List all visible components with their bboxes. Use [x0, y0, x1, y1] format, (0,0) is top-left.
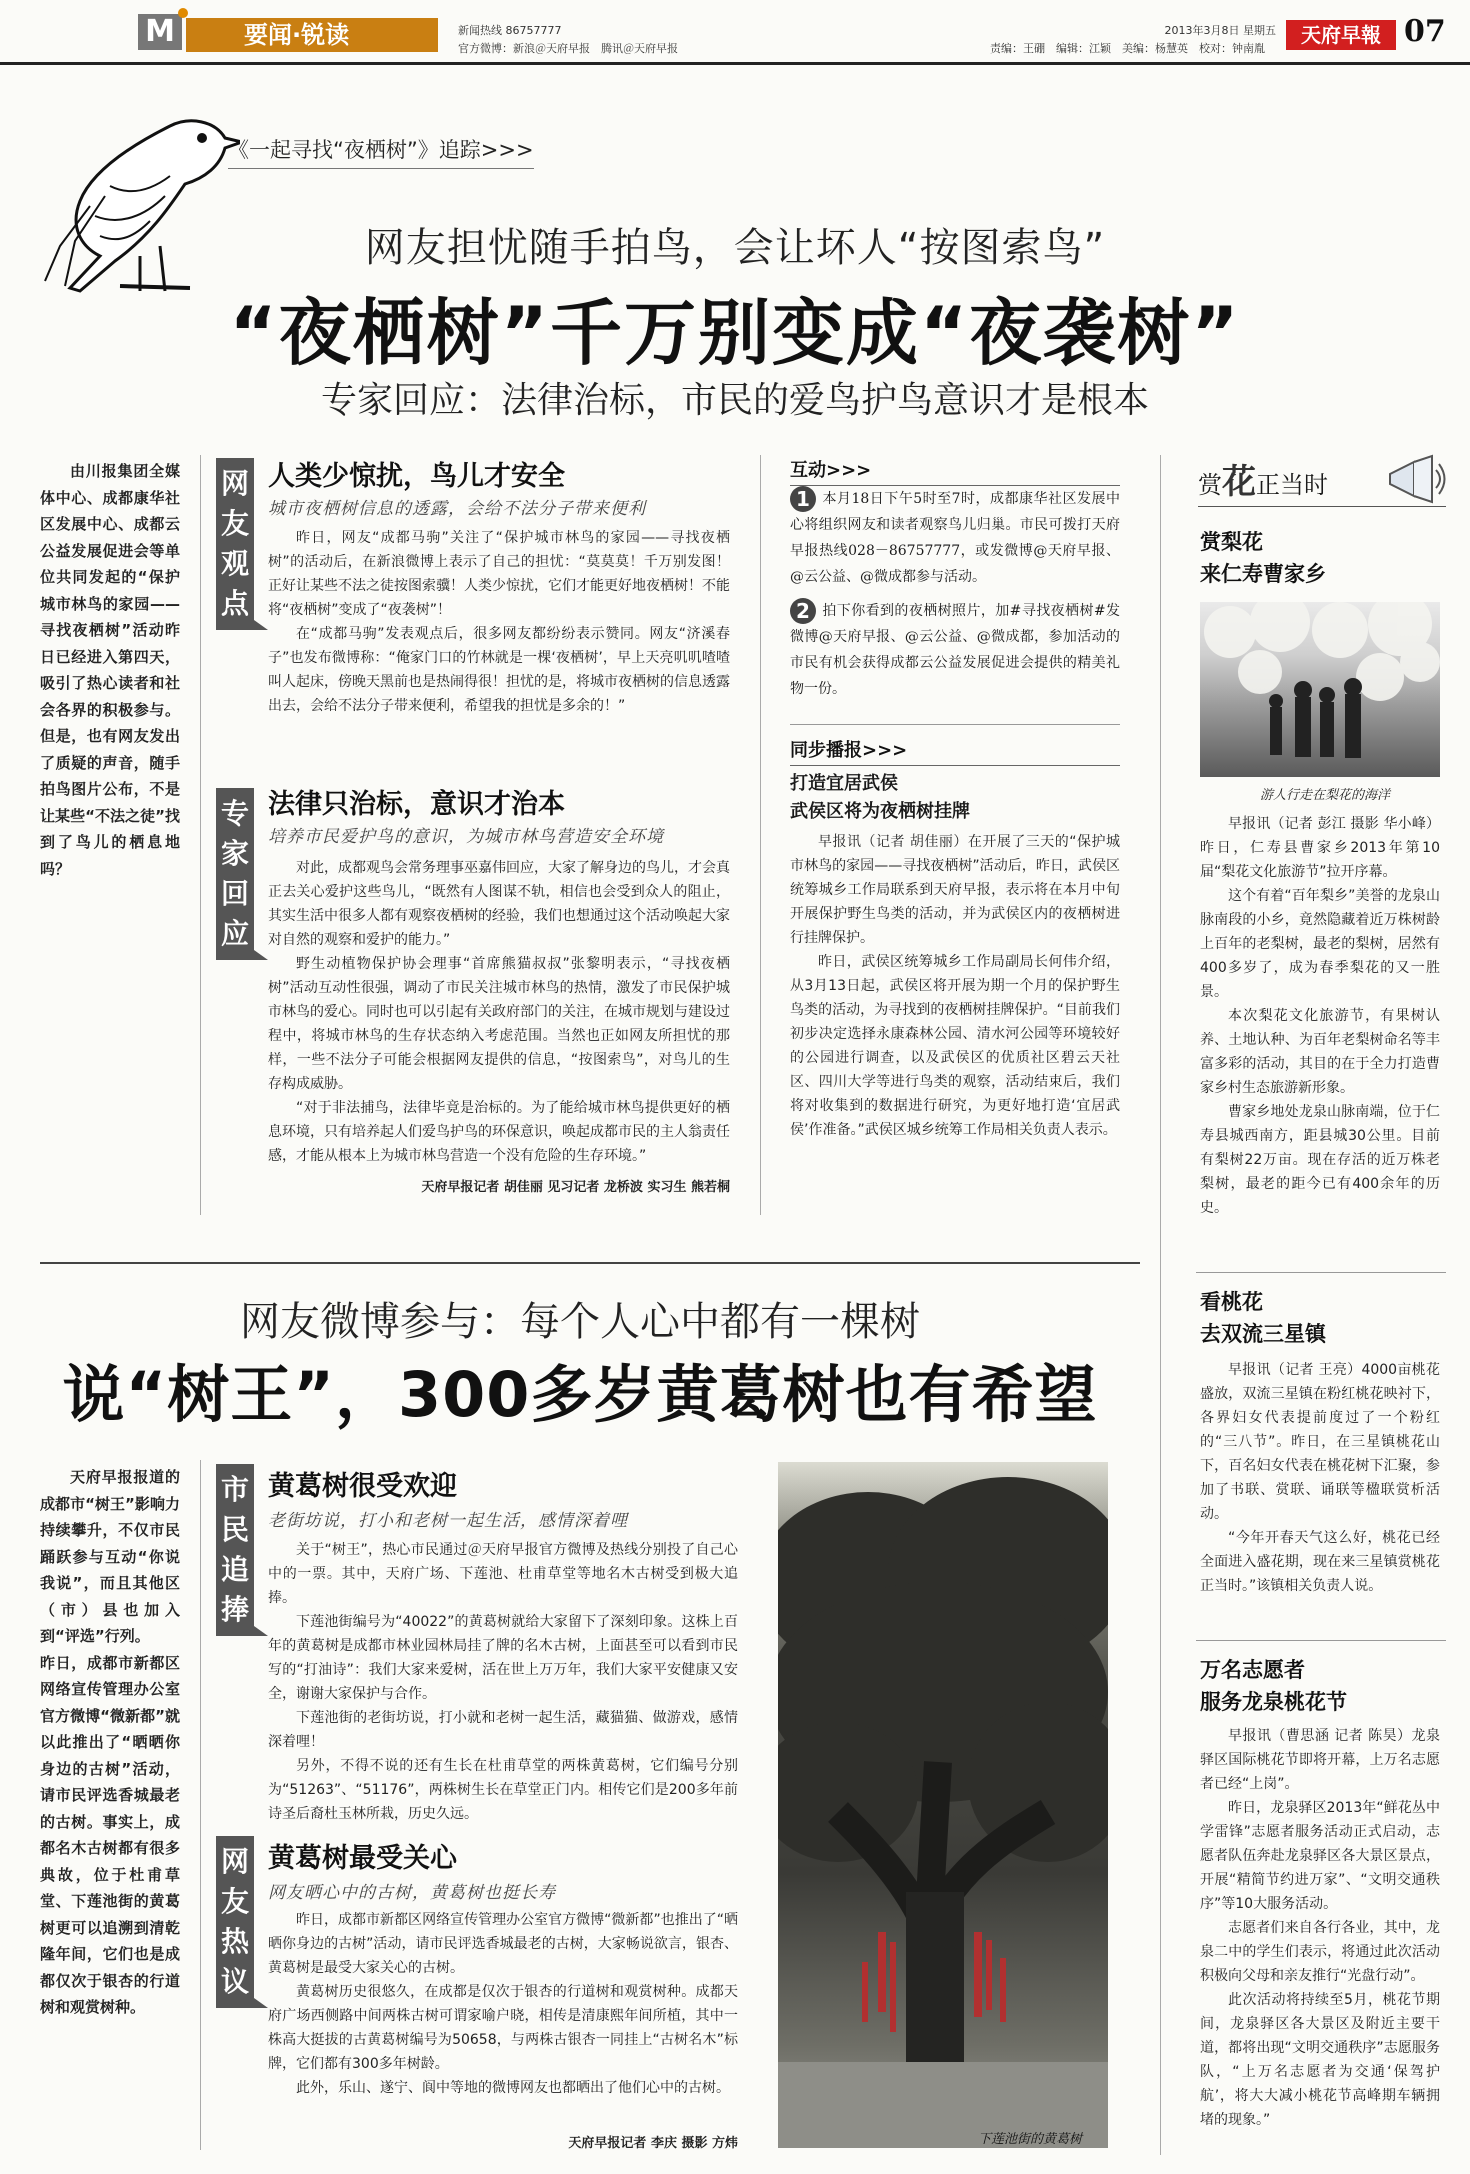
paragraph: 黄葛树历史很悠久，在成都是仅次于银杏的行道树和观赏树种。成都天府广场西侧路中间两株古树可谓家喻户晓，相传是清康熙年间所植，其中一株高大挺拔的古黄葛树编号为50658，与两株古银杏一同挂上“古树名木”标牌，它们都有300多年树龄。 [268, 1984, 738, 2072]
interact-item [790, 486, 1120, 590]
interact-list [790, 486, 1120, 702]
paragraph: 早报讯（记者 王亮）4000亩桃花盛放，双流三星镇在粉红桃花映衬下，各界妇女代表提前度过了一个粉红的“三八节”。昨日，在三星镇桃花山下，百名妇女代表在桃花树下汇聚，参加了书联、赏联、诵联等楹联赏析活动。 [1200, 1362, 1440, 1522]
top-headline: “夜栖树”千万别变成“夜袭树” [229, 291, 1241, 375]
side-banner [1198, 454, 1446, 507]
paragraph: 志愿者们来自各行各业，其中，龙泉二中的学生们表示，将通过此次活动积极向父母和亲友推行“光盘行动”。 [1200, 1920, 1440, 1984]
bottom-kicker: 网友微博参与：每个人心中都有一棵树 [240, 1299, 920, 1345]
tag-netizen-debate [216, 1836, 254, 2008]
tag-char: 回 [220, 877, 249, 910]
paragraph: 早报讯（曹思涵 记者 陈昊）龙泉驿区国际桃花节即将开幕，上万名志愿者已经“上岗”。 [1200, 1728, 1440, 1792]
tree-photo-art [778, 1462, 1108, 2148]
pear-blossom-photo [1200, 602, 1440, 777]
interact-heading: 互动>>> [790, 456, 1120, 486]
megaphone-icon [1384, 454, 1446, 504]
bottom-headline: 说“树王”，300多岁黄葛树也有希望 [62, 1358, 1098, 1431]
tag-char: 民 [220, 1513, 249, 1546]
paragraph: 昨日，网友“成都马驹”关注了“保护城市林鸟的家园——寻找夜栖树”的活动后，在新浪微博上表示了自己的担忧：“莫莫莫！千万别发图！正好让某些不法之徒按图索骥！人类少惊扰，它们才能更好地夜栖树！不能将“夜栖树”变成了“夜袭树”！ [268, 530, 730, 618]
paragraph: “今年开春天气这么好，桃花已经全面进入盛花期，现在来三星镇赏桃花正当时。”该镇相关负责人说。 [1200, 1530, 1440, 1594]
tag-char: 议 [220, 1965, 249, 1998]
paragraph: 昨日，武侯区统筹城乡工作局副局长何伟介绍，从3月13日起，武侯区将开展为期一个月的保护野生鸟类的活动，为寻找到的夜栖树挂牌保护。“目前我们初步决定选择永康森林公园、清水河公园等环境较好的公园进行调查，以及武侯区的优质社区碧云天社区、四川大学等进行鸟类的观察，活动结束后，我们将对收集到的数据进行研究，为更好地打造‘宜居武侯’作准备。”武侯区城乡统筹工作局相关负责人表示。 [790, 954, 1120, 1138]
paragraph: 关于“树王”，热心市民通过＠天府早报官方微博及热线分别投了自己心中的一票。其中，天府广场、下莲池、杜甫草堂等地名木古树受到极大追捧。 [268, 1542, 738, 1606]
item-number: 2 [790, 598, 816, 624]
paragraph: 昨日，成都市新都区网络宣传管理办公室官方微博“微新都”也推出了“晒晒你身边的古树”活动，请市民评选香城最老的古树，大家畅说欲言，银杏、黄葛树是最受大家关心的古树。 [268, 1912, 738, 1976]
pear-photo-art [1200, 602, 1440, 777]
byline: 天府早报记者 李庆 摄影 方炜 [568, 2136, 738, 2151]
top-lead: 由川报集团全媒体中心、成都康华社区发展中心、成都云公益发展促进会等单位共同发起的“保护城市林鸟的家园——寻找夜栖树”活动昨日已经进入第四天，吸引了热心读者和社会各界的积极参与。但是，也有网友发出了质疑的声音，随手拍鸟图片公布，不是让某些“不法之徒”找到了鸟儿的栖息地吗？ [40, 462, 180, 878]
byline: 天府早报记者 胡佳丽 见习记者 龙桥波 实习生 熊若桐 [421, 1180, 730, 1195]
top-subhead: 专家回应：法律治标，市民的爱鸟护鸟意识才是根本 [320, 380, 1149, 421]
section-body [268, 526, 730, 718]
paragraph: 下莲池街编号为“40022”的黄葛树就给大家留下了深刻印象。这株上百年的黄葛树是成都市林业园林局挂了牌的名木古树，上面甚至可以看到市民写的“打油诗”：我们大家来爱树，活在世上万万年，我们大家平安健康又安全，谢谢大家保护与合作。 [268, 1614, 738, 1702]
issue-date: 2013年3月8日 星期五 [1164, 24, 1276, 37]
editor-names: 责编：王硼 编辑：江颖 美编：杨慧英 校对：钟南胤 [990, 42, 1265, 55]
paragraph: 此次活动将持续至5月，桃花节期间，龙泉驿区各大景区及附近主要干道，都将出现“文明交通秩序”志愿服务队，“上万名志愿者为交通‘保驾护航’，将大大减小桃花节高峰期车辆拥堵的现象。” [1200, 1992, 1440, 2128]
paragraph: 本次梨花文化旅游节，有果树认养、土地认种、为百年老梨树命名等丰富多彩的活动，其目的在于全力打造曹家乡村生态旅游新形象。 [1200, 1008, 1440, 1096]
pear-photo-caption: 游人行走在梨花的海洋 [1260, 788, 1391, 803]
volunteer-title: 万名志愿者 服务龙泉桃花节 [1200, 1658, 1347, 1714]
section-body [268, 1538, 738, 1826]
volunteer-body [1200, 1724, 1440, 2132]
tag-char: 观 [220, 547, 249, 580]
column-divider [200, 1460, 201, 2150]
section-title: 法律只治标，意识才治本 [268, 789, 565, 820]
brand-logo [138, 14, 182, 50]
paragraph: 曹家乡地处龙泉山脉南端，位于仁寿县城西南方，距县城30公里。目前有梨树22万亩。现在存活的近万株老梨树，最老的距今已有400余年的历史。 [1200, 1104, 1440, 1216]
tag-char: 市 [220, 1473, 249, 1506]
peach-body [1200, 1358, 1440, 1598]
divider [790, 724, 1120, 725]
paper-masthead: 天府早報 [1286, 20, 1396, 50]
tag-char: 应 [220, 917, 249, 950]
section-title: 人类少惊扰，鸟儿才安全 [268, 461, 565, 492]
editor-credits [990, 22, 1276, 58]
top-kicker: 网友担忧随手拍鸟，会让坏人“按图索鸟” [364, 225, 1106, 271]
paragraph: 下莲池街的老街坊说，打小就和老树一起生活，藏猫猫、做游戏，感情深着哩！ [268, 1710, 738, 1750]
section-subtitle: 培养市民爱护鸟的意识，为城市林鸟营造安全环境 [268, 827, 664, 847]
banner-tail: 正当时 [1256, 471, 1328, 499]
column-divider [1160, 455, 1161, 2155]
section-title: 黄葛树很受欢迎 [268, 1471, 457, 1502]
story-divider [40, 1262, 1140, 1264]
peach-title: 看桃花 去双流三星镇 [1200, 1290, 1326, 1346]
tag-char: 网 [220, 467, 249, 500]
series-tag: 《一起寻找“夜栖树”》追踪>>> [228, 134, 534, 169]
banner-word: 赏 [1198, 471, 1222, 499]
hotline-info [458, 22, 678, 58]
tag-expert-reply [216, 788, 254, 960]
section-subtitle: 网友晒心中的古树，黄葛树也挺长寿 [268, 1883, 556, 1903]
tag-char: 友 [220, 1885, 249, 1918]
tag-char: 网 [220, 1845, 249, 1878]
interact-item [790, 598, 1120, 702]
paragraph: 早报讯（记者 彭江 摄影 华小峰）昨日，仁寿县曹家乡2013年第10届“梨花文化旅游节”拉开序幕。 [1200, 816, 1440, 880]
paragraph: “对于非法捕鸟，法律毕竟是治标的。为了能给城市林鸟提供更好的栖息环境，只有培养起人们爱鸟护鸟的环保意识，唤起成都市民的主人翁责任感，才能从根本上为城市林鸟营造一个没有危险的生存环境。” [268, 1100, 730, 1164]
divider [1196, 1640, 1446, 1641]
sync-headline: 打造宜居武侯 武侯区将为夜栖树挂牌 [790, 773, 970, 822]
pear-body [1200, 812, 1440, 1220]
item-number: 1 [790, 486, 816, 512]
paragraph: 对此，成都观鸟会常务理事巫嘉伟回应，大家了解身边的鸟儿，才会真正去关心爱护这些鸟儿，“既然有人图谋不轨，相信也会受到众人的阻止，其实生活中很多人都有观察夜栖树的经验，我们也想通过这个活动唤起大家对自然的观察和爱护的能力。” [268, 860, 730, 948]
tree-photo-caption: 下莲池街的黄葛树 [978, 2132, 1083, 2147]
page-number: 07 [1404, 14, 1446, 49]
tag-char: 友 [220, 507, 249, 540]
section-subtitle: 老街坊说，打小和老树一起生活，感情深着哩 [268, 1511, 628, 1531]
paragraph: 野生动植物保护协会理事“首席熊猫叔叔”张黎明表示，“寻找夜栖树”活动互动性很强，调动了市民关注城市林鸟的热情，激发了市民保护城市林鸟的爱心。同时也可以引起有关政府部门的关注，在城市规划与建设过程中，将城市林鸟的生存状态纳入考虑范围。当然也正如网友所担忧的那样，一些不法分子可能会根据网友提供的信息，“按图索鸟”，对鸟儿的生存构成威胁。 [268, 956, 730, 1092]
pear-title: 赏梨花 来仁寿曹家乡 [1200, 530, 1326, 586]
item-text: 本月18日下午5时至7时，成都康华社区发展中心将组织网友和读者观察鸟儿归巢。市民可拨打天府早报热线028－86757777，或发微博@天府早报、@云公益、@微成都参与活动。 [790, 491, 1120, 585]
section-body [268, 1908, 738, 2100]
tag-char: 热 [220, 1925, 249, 1958]
tag-char: 点 [220, 587, 249, 620]
paragraph: 在“成都马驹”发表观点后，很多网友都纷纷表示赞同。网友“济溪春子”也发布微博称：“俺家门口的竹林就是一棵‘夜栖树’，早上天亮叽叽喳喳叫人起床，傍晚天黑前也是热闹得很！担忧的是，将城市夜栖树的信息透露出去，会给不法分子带来便利，希望我的担忧是多余的！” [268, 626, 730, 714]
tag-char: 专 [220, 797, 249, 830]
item-text: 拍下你看到的夜栖树照片，加#寻找夜栖树#发微博@天府早报、@云公益、@微成都，参加活动的市民有机会获得成都云公益发展促进会提供的精美礼物一份。 [790, 603, 1120, 697]
paragraph: 这个有着“百年梨乡”美誉的龙泉山脉南段的小乡，竟然隐藏着近万株树龄上百年的老梨树，最老的梨树，居然有400多岁了，成为春季梨花的又一胜景。 [1200, 888, 1440, 1000]
banner-flower: 花 [1222, 462, 1256, 502]
tag-char: 追 [220, 1553, 249, 1586]
paragraph: 此外，乐山、遂宁、阆中等地的微博网友也都晒出了他们心中的古树。 [296, 2080, 730, 2096]
paragraph: 另外，不得不说的还有生长在杜甫草堂的两株黄葛树，它们编号分别为“51263”、“51176”，两株树生长在草堂正门内。相传它们是200多年前诗圣后裔杜玉林所栽，历史久远。 [268, 1758, 738, 1822]
tag-char: 家 [220, 837, 249, 870]
section-body [268, 856, 730, 1168]
column-divider [760, 455, 761, 1215]
logo-letter: M [145, 14, 175, 49]
tag-char: 捧 [220, 1593, 249, 1626]
paragraph: 早报讯（记者 胡佳丽）在开展了三天的“保护城市林鸟的家园——寻找夜栖树”活动后，昨日，武侯区统筹城乡工作局联系到天府早报，表示将在本月中旬开展保护野生鸟类的活动，并为武侯区内的夜栖树进行挂牌保护。 [790, 834, 1120, 946]
section-subtitle: 城市夜栖树信息的透露，会给不法分子带来便利 [268, 499, 646, 519]
weibo-accounts: 官方微博：新浪＠天府早报 腾讯＠天府早报 [458, 42, 678, 55]
paragraph: 昨日，龙泉驿区2013年“鲜花丛中学雷锋”志愿者服务活动正式启动，志愿者队伍奔赴龙泉驿区各大景区景点，开展“精简节约进万家”、“文明交通秩序”等10大服务活动。 [1200, 1800, 1440, 1912]
logo-dot [178, 8, 188, 18]
hotline-number: 新闻热线 86757777 [458, 24, 562, 37]
bottom-lead: 天府早报报道的成都市“树王”影响力持续攀升，不仅市民踊跃参与互动“你说我说”，而且其他区（市）县也加入到“评选”行列。 昨日，成都市新都区网络宣传管理办公室官方微博“微新都”就以此推出了“晒晒你身边的古树”活动，请市民评选香城最老的古树。事实上，成都名木古树都有很多典故，位于杜甫草堂、下莲池街的黄葛树更可以追溯到清乾隆年间，它们也是成都仅次于银杏的行道树和观赏树种。 [40, 1468, 180, 2016]
divider [1196, 1272, 1446, 1273]
sync-body [790, 830, 1120, 1142]
column-divider [200, 455, 201, 1215]
tag-netizen-view [216, 458, 254, 630]
section-title: 黄葛树最受关心 [268, 1843, 457, 1874]
tag-public-favor [216, 1464, 254, 1636]
sync-heading: 同步播报>>> [790, 736, 1120, 766]
section-label: 要闻·锐读 [186, 18, 438, 52]
banyan-tree-photo [778, 1462, 1108, 2148]
